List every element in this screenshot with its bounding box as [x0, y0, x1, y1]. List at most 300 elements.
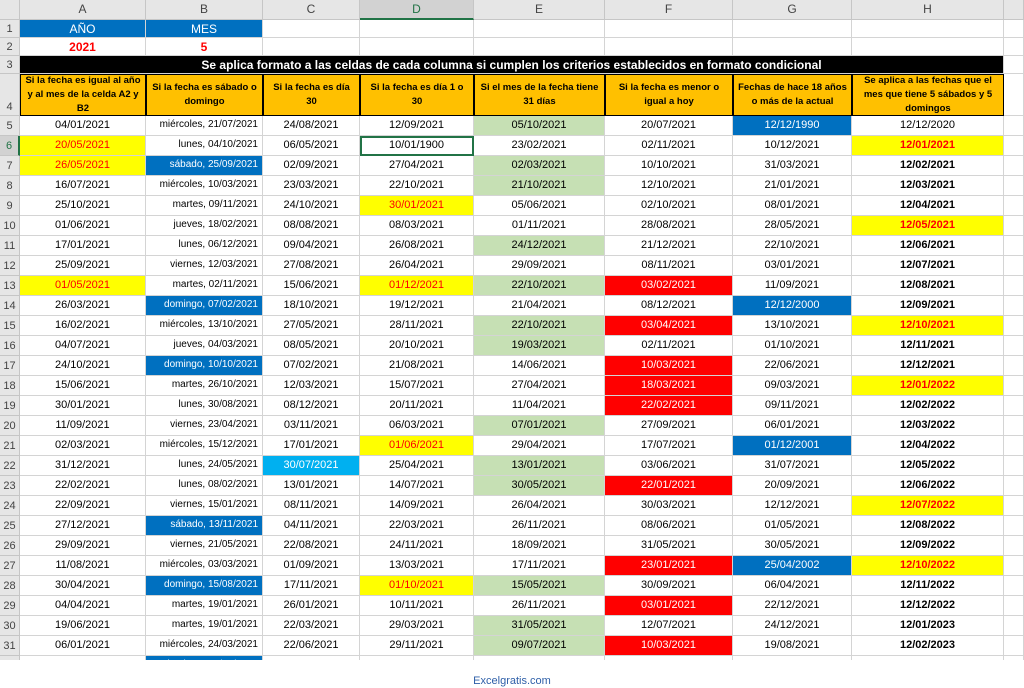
date-cell-d[interactable]: 14/09/2021 — [360, 496, 474, 516]
row-header-19[interactable]: 19 — [0, 396, 20, 416]
date-cell-d[interactable]: 29/11/2021 — [360, 636, 474, 656]
date-cell-g[interactable]: 11/09/2021 — [733, 276, 852, 296]
date-cell-e[interactable]: 01/11/2021 — [474, 216, 605, 236]
empty-cell[interactable] — [474, 38, 605, 56]
date-cell-h[interactable]: 12/12/2021 — [852, 356, 1004, 376]
date-cell-h[interactable]: 12/01/2022 — [852, 376, 1004, 396]
date-cell-g[interactable]: 12/12/1990 — [733, 116, 852, 136]
criteria-header-c[interactable]: Si la fecha es día 30 — [263, 74, 360, 116]
date-cell-a[interactable]: 04/01/2021 — [20, 116, 146, 136]
date-cell-g[interactable]: 03/01/2021 — [733, 256, 852, 276]
date-cell-f[interactable]: 31/05/2021 — [605, 536, 733, 556]
date-cell-h[interactable]: 12/01/2023 — [852, 616, 1004, 636]
row-header-17[interactable]: 17 — [0, 356, 20, 376]
date-cell-g[interactable]: 31/03/2021 — [733, 156, 852, 176]
empty-cell[interactable] — [1004, 216, 1024, 236]
empty-cell[interactable] — [360, 38, 474, 56]
date-cell-c[interactable]: 06/05/2021 — [263, 136, 360, 156]
row-header-32[interactable] — [0, 656, 20, 660]
date-cell-h[interactable]: 12/12/2020 — [852, 116, 1004, 136]
empty-cell[interactable] — [605, 38, 733, 56]
date-cell-b[interactable]: viernes, 23/04/2021 — [146, 416, 263, 436]
date-cell-b[interactable]: jueves, 04/03/2021 — [146, 336, 263, 356]
empty-cell[interactable] — [1004, 156, 1024, 176]
date-cell-f[interactable]: 08/06/2021 — [605, 516, 733, 536]
date-cell-c[interactable]: 04/11/2021 — [263, 516, 360, 536]
column-header-b[interactable]: B — [146, 0, 263, 20]
date-cell-c[interactable]: 17/11/2021 — [263, 576, 360, 596]
date-cell-e[interactable]: 29/04/2021 — [474, 436, 605, 456]
date-cell-g[interactable]: 28/05/2021 — [733, 216, 852, 236]
criteria-header-e[interactable]: Si el mes de la fecha tiene 31 días — [474, 74, 605, 116]
date-cell-h[interactable]: 12/05/2021 — [852, 216, 1004, 236]
date-cell-e[interactable]: 11/04/2021 — [474, 396, 605, 416]
empty-cell[interactable] — [1004, 56, 1024, 74]
date-cell-b[interactable]: viernes, 15/01/2021 — [146, 496, 263, 516]
empty-cell[interactable] — [1004, 476, 1024, 496]
date-cell-h[interactable]: 12/03/2022 — [852, 416, 1004, 436]
date-cell-e[interactable]: 21/10/2021 — [474, 176, 605, 196]
date-cell-g[interactable]: 01/12/2001 — [733, 436, 852, 456]
date-cell-d[interactable]: 30/01/2021 — [360, 196, 474, 216]
date-cell-c[interactable]: 13/01/2021 — [263, 476, 360, 496]
empty-cell[interactable] — [1004, 136, 1024, 156]
banner-merged-cell[interactable]: Se aplica formato a las celdas de cada columna si cumplen los criterios establecidos en formato condicional — [20, 56, 1004, 74]
date-cell-a[interactable] — [20, 656, 146, 660]
date-cell-f[interactable]: 03/06/2021 — [605, 456, 733, 476]
date-cell-c[interactable]: 15/06/2021 — [263, 276, 360, 296]
column-header-f[interactable]: F — [605, 0, 733, 20]
date-cell-g[interactable]: 01/05/2021 — [733, 516, 852, 536]
row-header-20[interactable]: 20 — [0, 416, 20, 436]
date-cell-a[interactable]: 31/12/2021 — [20, 456, 146, 476]
date-cell-f[interactable]: 08/12/2021 — [605, 296, 733, 316]
date-cell-d[interactable]: 26/04/2021 — [360, 256, 474, 276]
date-cell-b[interactable]: viernes, 12/03/2021 — [146, 256, 263, 276]
date-cell-a[interactable]: 27/12/2021 — [20, 516, 146, 536]
date-cell-f[interactable]: 28/08/2021 — [605, 216, 733, 236]
date-cell-d[interactable]: 20/10/2021 — [360, 336, 474, 356]
year-label-cell[interactable]: AÑO — [20, 20, 146, 38]
empty-cell[interactable] — [852, 20, 1004, 38]
row-header-13[interactable]: 13 — [0, 276, 20, 296]
date-cell-c[interactable]: 08/11/2021 — [263, 496, 360, 516]
row-header-6[interactable]: 6 — [0, 136, 20, 156]
date-cell-h[interactable]: 12/05/2022 — [852, 456, 1004, 476]
date-cell-e[interactable]: 29/09/2021 — [474, 256, 605, 276]
date-cell-d[interactable]: 01/12/2021 — [360, 276, 474, 296]
date-cell-f[interactable]: 18/03/2021 — [605, 376, 733, 396]
empty-cell[interactable] — [1004, 176, 1024, 196]
date-cell-b[interactable]: sábado, 13/11/2021 — [146, 516, 263, 536]
date-cell-b[interactable] — [146, 656, 263, 660]
year-value-cell[interactable]: 2021 — [20, 38, 146, 56]
criteria-header-b[interactable]: Si la fecha es sábado o domingo — [146, 74, 263, 116]
date-cell-b[interactable]: lunes, 24/05/2021 — [146, 456, 263, 476]
date-cell-c[interactable]: 26/01/2021 — [263, 596, 360, 616]
date-cell-h[interactable]: 12/07/2021 — [852, 256, 1004, 276]
row-header-25[interactable]: 25 — [0, 516, 20, 536]
date-cell-f[interactable]: 30/09/2021 — [605, 576, 733, 596]
row-header-12[interactable]: 12 — [0, 256, 20, 276]
date-cell-b[interactable]: lunes, 08/02/2021 — [146, 476, 263, 496]
date-cell-b[interactable]: miércoles, 15/12/2021 — [146, 436, 263, 456]
date-cell-f[interactable]: 08/11/2021 — [605, 256, 733, 276]
date-cell-f[interactable]: 17/07/2021 — [605, 436, 733, 456]
date-cell-e[interactable]: 09/07/2021 — [474, 636, 605, 656]
select-all-corner[interactable] — [0, 0, 20, 20]
date-cell-a[interactable]: 30/01/2021 — [20, 396, 146, 416]
date-cell-d[interactable]: 28/11/2021 — [360, 316, 474, 336]
empty-cell[interactable] — [1004, 556, 1024, 576]
row-header-27[interactable]: 27 — [0, 556, 20, 576]
date-cell-c[interactable]: 01/09/2021 — [263, 556, 360, 576]
date-cell-d[interactable]: 19/12/2021 — [360, 296, 474, 316]
month-label-cell[interactable]: MES — [146, 20, 263, 38]
criteria-header-d[interactable]: Si la fecha es día 1 o 30 — [360, 74, 474, 116]
date-cell-e[interactable]: 24/12/2021 — [474, 236, 605, 256]
date-cell-g[interactable]: 19/08/2021 — [733, 636, 852, 656]
date-cell-h[interactable]: 12/12/2022 — [852, 596, 1004, 616]
empty-cell[interactable] — [1004, 336, 1024, 356]
row-header-31[interactable]: 31 — [0, 636, 20, 656]
date-cell-h[interactable]: 12/08/2021 — [852, 276, 1004, 296]
date-cell-b[interactable]: miércoles, 21/07/2021 — [146, 116, 263, 136]
date-cell-e[interactable]: 22/10/2021 — [474, 276, 605, 296]
empty-cell[interactable] — [1004, 496, 1024, 516]
date-cell-h[interactable]: 12/04/2021 — [852, 196, 1004, 216]
date-cell-h[interactable]: 12/06/2022 — [852, 476, 1004, 496]
date-cell-a[interactable]: 02/03/2021 — [20, 436, 146, 456]
empty-cell[interactable] — [1004, 656, 1024, 660]
date-cell-f[interactable]: 30/03/2021 — [605, 496, 733, 516]
date-cell-g[interactable]: 21/01/2021 — [733, 176, 852, 196]
date-cell-b[interactable]: miércoles, 10/03/2021 — [146, 176, 263, 196]
row-header-21[interactable]: 21 — [0, 436, 20, 456]
column-header-e[interactable]: E — [474, 0, 605, 20]
date-cell-d[interactable]: 25/04/2021 — [360, 456, 474, 476]
date-cell-b[interactable]: jueves, 18/02/2021 — [146, 216, 263, 236]
date-cell-a[interactable]: 01/05/2021 — [20, 276, 146, 296]
date-cell-f[interactable]: 02/10/2021 — [605, 196, 733, 216]
date-cell-e[interactable]: 13/01/2021 — [474, 456, 605, 476]
date-cell-g[interactable]: 10/12/2021 — [733, 136, 852, 156]
date-cell-h[interactable]: 12/11/2021 — [852, 336, 1004, 356]
date-cell-d[interactable]: 01/10/2021 — [360, 576, 474, 596]
criteria-header-h[interactable]: Se aplica a las fechas que el mes que tiene 5 sábados y 5 domingos — [852, 74, 1004, 116]
date-cell-a[interactable]: 11/09/2021 — [20, 416, 146, 436]
date-cell-c[interactable]: 24/10/2021 — [263, 196, 360, 216]
date-cell-g[interactable]: 24/12/2021 — [733, 616, 852, 636]
date-cell-d[interactable]: 12/09/2021 — [360, 116, 474, 136]
date-cell-g[interactable] — [733, 656, 852, 660]
date-cell-c[interactable]: 27/08/2021 — [263, 256, 360, 276]
row-header-7[interactable]: 7 — [0, 156, 20, 176]
row-header-2[interactable]: 2 — [0, 38, 20, 56]
date-cell-b[interactable]: martes, 02/11/2021 — [146, 276, 263, 296]
empty-cell[interactable] — [1004, 516, 1024, 536]
date-cell-a[interactable]: 24/10/2021 — [20, 356, 146, 376]
column-header-g[interactable]: G — [733, 0, 852, 20]
date-cell-d[interactable]: 24/11/2021 — [360, 536, 474, 556]
date-cell-h[interactable]: 12/07/2022 — [852, 496, 1004, 516]
date-cell-f[interactable]: 03/01/2021 — [605, 596, 733, 616]
date-cell-e[interactable]: 15/05/2021 — [474, 576, 605, 596]
date-cell-g[interactable]: 01/10/2021 — [733, 336, 852, 356]
column-header-h[interactable]: H — [852, 0, 1004, 20]
date-cell-d[interactable]: 27/04/2021 — [360, 156, 474, 176]
date-cell-f[interactable]: 02/11/2021 — [605, 336, 733, 356]
date-cell-b[interactable]: lunes, 04/10/2021 — [146, 136, 263, 156]
criteria-header-f[interactable]: Si la fecha es menor o igual a hoy — [605, 74, 733, 116]
date-cell-a[interactable]: 25/10/2021 — [20, 196, 146, 216]
date-cell-b[interactable]: miércoles, 13/10/2021 — [146, 316, 263, 336]
empty-cell[interactable] — [1004, 396, 1024, 416]
date-cell-b[interactable]: martes, 19/01/2021 — [146, 616, 263, 636]
row-header-4[interactable]: 4 — [0, 74, 20, 116]
row-header-15[interactable]: 15 — [0, 316, 20, 336]
date-cell-g[interactable]: 22/10/2021 — [733, 236, 852, 256]
empty-cell[interactable] — [1004, 356, 1024, 376]
row-header-30[interactable]: 30 — [0, 616, 20, 636]
empty-cell[interactable] — [1004, 196, 1024, 216]
empty-cell[interactable] — [1004, 456, 1024, 476]
date-cell-b[interactable]: martes, 09/11/2021 — [146, 196, 263, 216]
date-cell-e[interactable]: 21/04/2021 — [474, 296, 605, 316]
date-cell-a[interactable]: 06/01/2021 — [20, 636, 146, 656]
date-cell-g[interactable]: 12/12/2000 — [733, 296, 852, 316]
empty-cell[interactable] — [1004, 636, 1024, 656]
empty-cell[interactable] — [1004, 256, 1024, 276]
date-cell-e[interactable]: 07/01/2021 — [474, 416, 605, 436]
row-header-10[interactable]: 10 — [0, 216, 20, 236]
date-cell-f[interactable]: 10/03/2021 — [605, 356, 733, 376]
empty-cell[interactable] — [1004, 576, 1024, 596]
date-cell-e[interactable] — [474, 656, 605, 660]
empty-cell[interactable] — [1004, 536, 1024, 556]
date-cell-c[interactable]: 12/03/2021 — [263, 376, 360, 396]
row-header-8[interactable]: 8 — [0, 176, 20, 196]
date-cell-c[interactable]: 30/07/2021 — [263, 456, 360, 476]
date-cell-c[interactable]: 02/09/2021 — [263, 156, 360, 176]
date-cell-d[interactable]: 20/11/2021 — [360, 396, 474, 416]
date-cell-h[interactable]: 12/01/2021 — [852, 136, 1004, 156]
date-cell-d[interactable]: 22/03/2021 — [360, 516, 474, 536]
empty-cell[interactable] — [1004, 276, 1024, 296]
date-cell-d[interactable]: 08/03/2021 — [360, 216, 474, 236]
date-cell-g[interactable]: 25/04/2002 — [733, 556, 852, 576]
date-cell-c[interactable]: 27/05/2021 — [263, 316, 360, 336]
column-header-c[interactable]: C — [263, 0, 360, 20]
date-cell-a[interactable]: 15/06/2021 — [20, 376, 146, 396]
date-cell-a[interactable]: 30/04/2021 — [20, 576, 146, 596]
date-cell-e[interactable]: 02/03/2021 — [474, 156, 605, 176]
date-cell-g[interactable]: 06/04/2021 — [733, 576, 852, 596]
date-cell-b[interactable]: martes, 26/10/2021 — [146, 376, 263, 396]
date-cell-b[interactable]: domingo, 10/10/2021 — [146, 356, 263, 376]
row-header-9[interactable]: 9 — [0, 196, 20, 216]
row-header-11[interactable]: 11 — [0, 236, 20, 256]
date-cell-f[interactable]: 22/02/2021 — [605, 396, 733, 416]
month-value-cell[interactable]: 5 — [146, 38, 263, 56]
criteria-header-g[interactable]: Fechas de hace 18 años o más de la actual — [733, 74, 852, 116]
date-cell-d[interactable]: 26/08/2021 — [360, 236, 474, 256]
date-cell-c[interactable]: 17/01/2021 — [263, 436, 360, 456]
date-cell-c[interactable]: 08/12/2021 — [263, 396, 360, 416]
empty-cell[interactable] — [1004, 20, 1024, 38]
date-cell-e[interactable]: 05/06/2021 — [474, 196, 605, 216]
date-cell-b[interactable]: domingo, 15/08/2021 — [146, 576, 263, 596]
row-header-5[interactable]: 5 — [0, 116, 20, 136]
date-cell-b[interactable]: lunes, 30/08/2021 — [146, 396, 263, 416]
column-header-next[interactable] — [1004, 0, 1024, 20]
date-cell-f[interactable]: 03/04/2021 — [605, 316, 733, 336]
criteria-header-a[interactable]: Si la fecha es igual al año y al mes de la celda A2 y B2 — [20, 74, 146, 116]
date-cell-f[interactable]: 23/01/2021 — [605, 556, 733, 576]
row-header-16[interactable]: 16 — [0, 336, 20, 356]
date-cell-g[interactable]: 20/09/2021 — [733, 476, 852, 496]
row-header-18[interactable]: 18 — [0, 376, 20, 396]
date-cell-a[interactable]: 22/09/2021 — [20, 496, 146, 516]
date-cell-d[interactable]: 15/07/2021 — [360, 376, 474, 396]
empty-cell[interactable] — [605, 20, 733, 38]
date-cell-h[interactable]: 12/10/2022 — [852, 556, 1004, 576]
date-cell-f[interactable]: 20/07/2021 — [605, 116, 733, 136]
date-cell-e[interactable]: 30/05/2021 — [474, 476, 605, 496]
empty-cell[interactable] — [1004, 74, 1024, 116]
date-cell-a[interactable]: 16/02/2021 — [20, 316, 146, 336]
row-header-24[interactable]: 24 — [0, 496, 20, 516]
date-cell-f[interactable] — [605, 656, 733, 660]
date-cell-c[interactable]: 22/08/2021 — [263, 536, 360, 556]
date-cell-g[interactable]: 09/11/2021 — [733, 396, 852, 416]
date-cell-h[interactable]: 12/09/2022 — [852, 536, 1004, 556]
date-cell-c[interactable]: 07/02/2021 — [263, 356, 360, 376]
date-cell-h[interactable]: 12/10/2021 — [852, 316, 1004, 336]
date-cell-a[interactable]: 11/08/2021 — [20, 556, 146, 576]
empty-cell[interactable] — [1004, 316, 1024, 336]
date-cell-d[interactable]: 14/07/2021 — [360, 476, 474, 496]
date-cell-c[interactable] — [263, 656, 360, 660]
date-cell-g[interactable]: 22/12/2021 — [733, 596, 852, 616]
date-cell-g[interactable]: 06/01/2021 — [733, 416, 852, 436]
date-cell-a[interactable]: 26/03/2021 — [20, 296, 146, 316]
date-cell-d[interactable]: 29/03/2021 — [360, 616, 474, 636]
date-cell-g[interactable]: 13/10/2021 — [733, 316, 852, 336]
date-cell-d[interactable]: 13/03/2021 — [360, 556, 474, 576]
date-cell-c[interactable]: 18/10/2021 — [263, 296, 360, 316]
empty-cell[interactable] — [1004, 596, 1024, 616]
date-cell-e[interactable]: 18/09/2021 — [474, 536, 605, 556]
date-cell-f[interactable]: 12/10/2021 — [605, 176, 733, 196]
date-cell-d[interactable]: 22/10/2021 — [360, 176, 474, 196]
date-cell-h[interactable]: 12/02/2022 — [852, 396, 1004, 416]
date-cell-h[interactable]: 12/03/2021 — [852, 176, 1004, 196]
date-cell-e[interactable]: 31/05/2021 — [474, 616, 605, 636]
empty-cell[interactable] — [1004, 616, 1024, 636]
row-header-29[interactable]: 29 — [0, 596, 20, 616]
date-cell-e[interactable]: 22/10/2021 — [474, 316, 605, 336]
empty-cell[interactable] — [1004, 116, 1024, 136]
date-cell-e[interactable]: 26/11/2021 — [474, 596, 605, 616]
date-cell-g[interactable]: 12/12/2021 — [733, 496, 852, 516]
date-cell-b[interactable]: miércoles, 24/03/2021 — [146, 636, 263, 656]
row-header-1[interactable]: 1 — [0, 20, 20, 38]
date-cell-b[interactable]: miércoles, 03/03/2021 — [146, 556, 263, 576]
date-cell-a[interactable]: 25/09/2021 — [20, 256, 146, 276]
date-cell-a[interactable]: 19/06/2021 — [20, 616, 146, 636]
row-header-3[interactable]: 3 — [0, 56, 20, 74]
date-cell-d[interactable]: 10/11/2021 — [360, 596, 474, 616]
date-cell-d[interactable]: 01/06/2021 — [360, 436, 474, 456]
date-cell-b[interactable]: domingo, 07/02/2021 — [146, 296, 263, 316]
date-cell-b[interactable]: martes, 19/01/2021 — [146, 596, 263, 616]
date-cell-a[interactable]: 01/06/2021 — [20, 216, 146, 236]
date-cell-g[interactable]: 30/05/2021 — [733, 536, 852, 556]
date-cell-f[interactable]: 27/09/2021 — [605, 416, 733, 436]
date-cell-d[interactable]: 10/01/1900 — [360, 136, 474, 156]
date-cell-h[interactable] — [852, 656, 1004, 660]
column-header-d[interactable]: D — [360, 0, 474, 20]
date-cell-c[interactable]: 08/08/2021 — [263, 216, 360, 236]
date-cell-c[interactable]: 08/05/2021 — [263, 336, 360, 356]
date-cell-a[interactable]: 04/04/2021 — [20, 596, 146, 616]
date-cell-h[interactable]: 12/08/2022 — [852, 516, 1004, 536]
empty-cell[interactable] — [360, 20, 474, 38]
empty-cell[interactable] — [263, 38, 360, 56]
empty-cell[interactable] — [263, 20, 360, 38]
date-cell-c[interactable]: 03/11/2021 — [263, 416, 360, 436]
date-cell-d[interactable]: 21/08/2021 — [360, 356, 474, 376]
empty-cell[interactable] — [852, 38, 1004, 56]
date-cell-c[interactable]: 24/08/2021 — [263, 116, 360, 136]
date-cell-b[interactable]: sábado, 25/09/2021 — [146, 156, 263, 176]
empty-cell[interactable] — [474, 20, 605, 38]
empty-cell[interactable] — [1004, 376, 1024, 396]
date-cell-f[interactable]: 10/03/2021 — [605, 636, 733, 656]
date-cell-h[interactable]: 12/04/2022 — [852, 436, 1004, 456]
empty-cell[interactable] — [1004, 296, 1024, 316]
date-cell-g[interactable]: 08/01/2021 — [733, 196, 852, 216]
date-cell-a[interactable]: 17/01/2021 — [20, 236, 146, 256]
row-header-28[interactable]: 28 — [0, 576, 20, 596]
date-cell-g[interactable]: 31/07/2021 — [733, 456, 852, 476]
date-cell-d[interactable] — [360, 656, 474, 660]
date-cell-a[interactable]: 26/05/2021 — [20, 156, 146, 176]
date-cell-g[interactable]: 22/06/2021 — [733, 356, 852, 376]
date-cell-d[interactable]: 06/03/2021 — [360, 416, 474, 436]
date-cell-f[interactable]: 21/12/2021 — [605, 236, 733, 256]
date-cell-e[interactable]: 27/04/2021 — [474, 376, 605, 396]
date-cell-c[interactable]: 22/06/2021 — [263, 636, 360, 656]
date-cell-e[interactable]: 17/11/2021 — [474, 556, 605, 576]
date-cell-f[interactable]: 10/10/2021 — [605, 156, 733, 176]
empty-cell[interactable] — [1004, 436, 1024, 456]
column-header-a[interactable]: A — [20, 0, 146, 20]
date-cell-c[interactable]: 09/04/2021 — [263, 236, 360, 256]
date-cell-e[interactable]: 26/11/2021 — [474, 516, 605, 536]
date-cell-b[interactable]: lunes, 06/12/2021 — [146, 236, 263, 256]
date-cell-c[interactable]: 22/03/2021 — [263, 616, 360, 636]
row-header-23[interactable]: 23 — [0, 476, 20, 496]
empty-cell[interactable] — [733, 38, 852, 56]
date-cell-a[interactable]: 16/07/2021 — [20, 176, 146, 196]
date-cell-e[interactable]: 26/04/2021 — [474, 496, 605, 516]
row-header-22[interactable]: 22 — [0, 456, 20, 476]
empty-cell[interactable] — [733, 20, 852, 38]
date-cell-a[interactable]: 04/07/2021 — [20, 336, 146, 356]
empty-cell[interactable] — [1004, 38, 1024, 56]
